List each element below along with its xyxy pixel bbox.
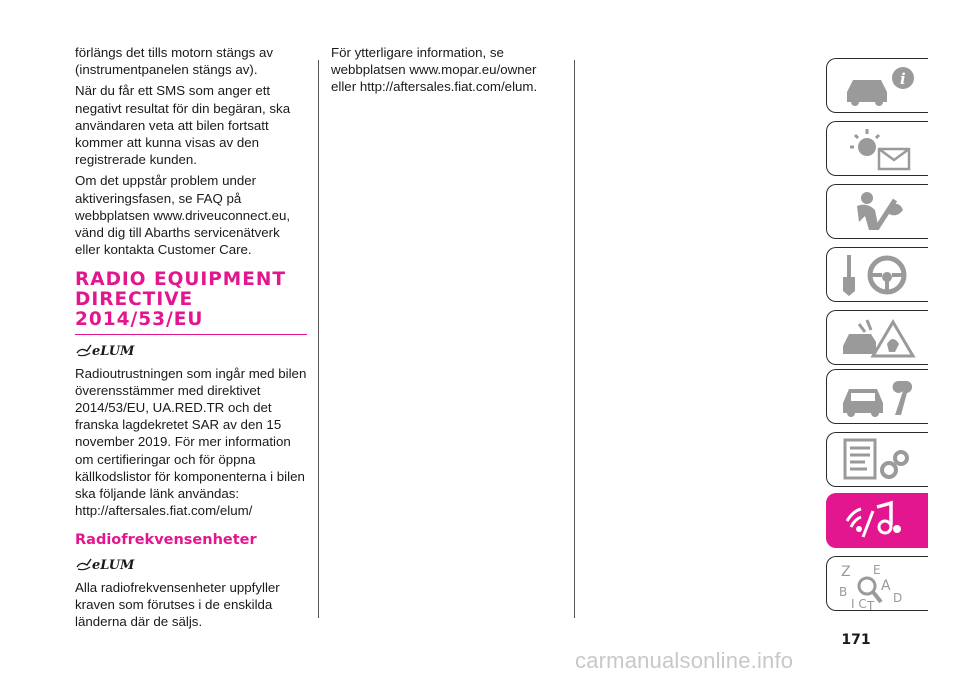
tab-key-steering[interactable] xyxy=(826,247,928,302)
tab-multimedia[interactable] xyxy=(826,493,928,548)
left-column xyxy=(75,44,307,634)
tab-seat-safety[interactable] xyxy=(826,184,928,239)
column-divider xyxy=(574,60,575,618)
section-title xyxy=(75,270,307,335)
index-icon xyxy=(837,560,925,612)
svg-text:i: i xyxy=(900,70,906,88)
multimedia-icon xyxy=(837,497,925,545)
section-title-line: DIRECTIVE xyxy=(75,289,194,311)
svg-text:A: A xyxy=(881,578,891,594)
paragraph: För ytterligare information, se webbplatsen www.mopar.eu/owner eller http://aftersales.fiat.com/elum. xyxy=(331,45,538,95)
tab-warning-lights[interactable] xyxy=(826,121,928,176)
tab-technical-data[interactable] xyxy=(826,432,928,487)
car-info-icon xyxy=(837,62,925,110)
page-number: 171 xyxy=(841,632,871,648)
maintenance-icon xyxy=(837,373,925,421)
middle-column xyxy=(331,44,563,100)
elum-symbol-icon xyxy=(75,555,307,577)
warning-lights-icon xyxy=(837,125,925,173)
paragraph: När du får ett SMS som anger ett negativt resultat för din begäran, ska användaren veta att bilen fortsatt kommer att kunna visas av den registrerade kunden. xyxy=(75,83,291,168)
paragraph: Om det uppstår problem under aktiveringsfasen, se FAQ på webbplatsen www.driveuconnect.eu, vänd dig till Abarths servicenätverk eller kontakta Customer Care. xyxy=(75,173,291,258)
svg-text:I C: I C xyxy=(851,597,867,611)
watermark: carmanualsonline.info xyxy=(575,648,794,673)
svg-text:D: D xyxy=(893,591,903,605)
column-divider xyxy=(318,60,319,618)
svg-text:E: E xyxy=(873,563,881,577)
section-title-line: 2014/53/EU xyxy=(75,309,204,331)
paragraph: Radioutrustningen som ingår med bilen överensstämmer med direktivet 2014/53/EU, UA.RED.TR och det franska lagdekretet SAR av den 15 november 2019. För mer information om certifieringar och för öppna källkodslistor för komponenterna i bilen ska följande länk användas: http://aftersales.fiat.com/elum/ xyxy=(75,365,307,519)
emergency-icon xyxy=(837,314,925,362)
svg-text:B: B xyxy=(839,585,848,599)
tab-maintenance[interactable] xyxy=(826,369,928,424)
section-title-line: RADIO EQUIPMENT xyxy=(75,269,286,291)
elum-symbol-icon xyxy=(75,341,307,363)
subsection-title: Radiofrekvensenheter xyxy=(75,532,257,549)
seat-safety-icon xyxy=(837,188,925,236)
tab-emergency[interactable] xyxy=(826,310,928,365)
svg-text:T: T xyxy=(867,599,875,613)
tab-car-info[interactable] xyxy=(826,58,928,113)
paragraph: förlängs det tills motorn stängs av (instrumentpanelen stängs av). xyxy=(75,45,274,78)
svg-text:eLUM: eLUM xyxy=(92,344,135,360)
svg-text:eLUM: eLUM xyxy=(92,558,135,574)
paragraph: Alla radiofrekvensenheter uppfyller kraven som förutses i de enskilda länderna där de säljs. xyxy=(75,579,280,630)
technical-data-icon xyxy=(837,436,925,484)
svg-text:Z: Z xyxy=(841,564,851,580)
key-steering-icon xyxy=(837,251,925,299)
tab-index[interactable] xyxy=(826,556,928,611)
